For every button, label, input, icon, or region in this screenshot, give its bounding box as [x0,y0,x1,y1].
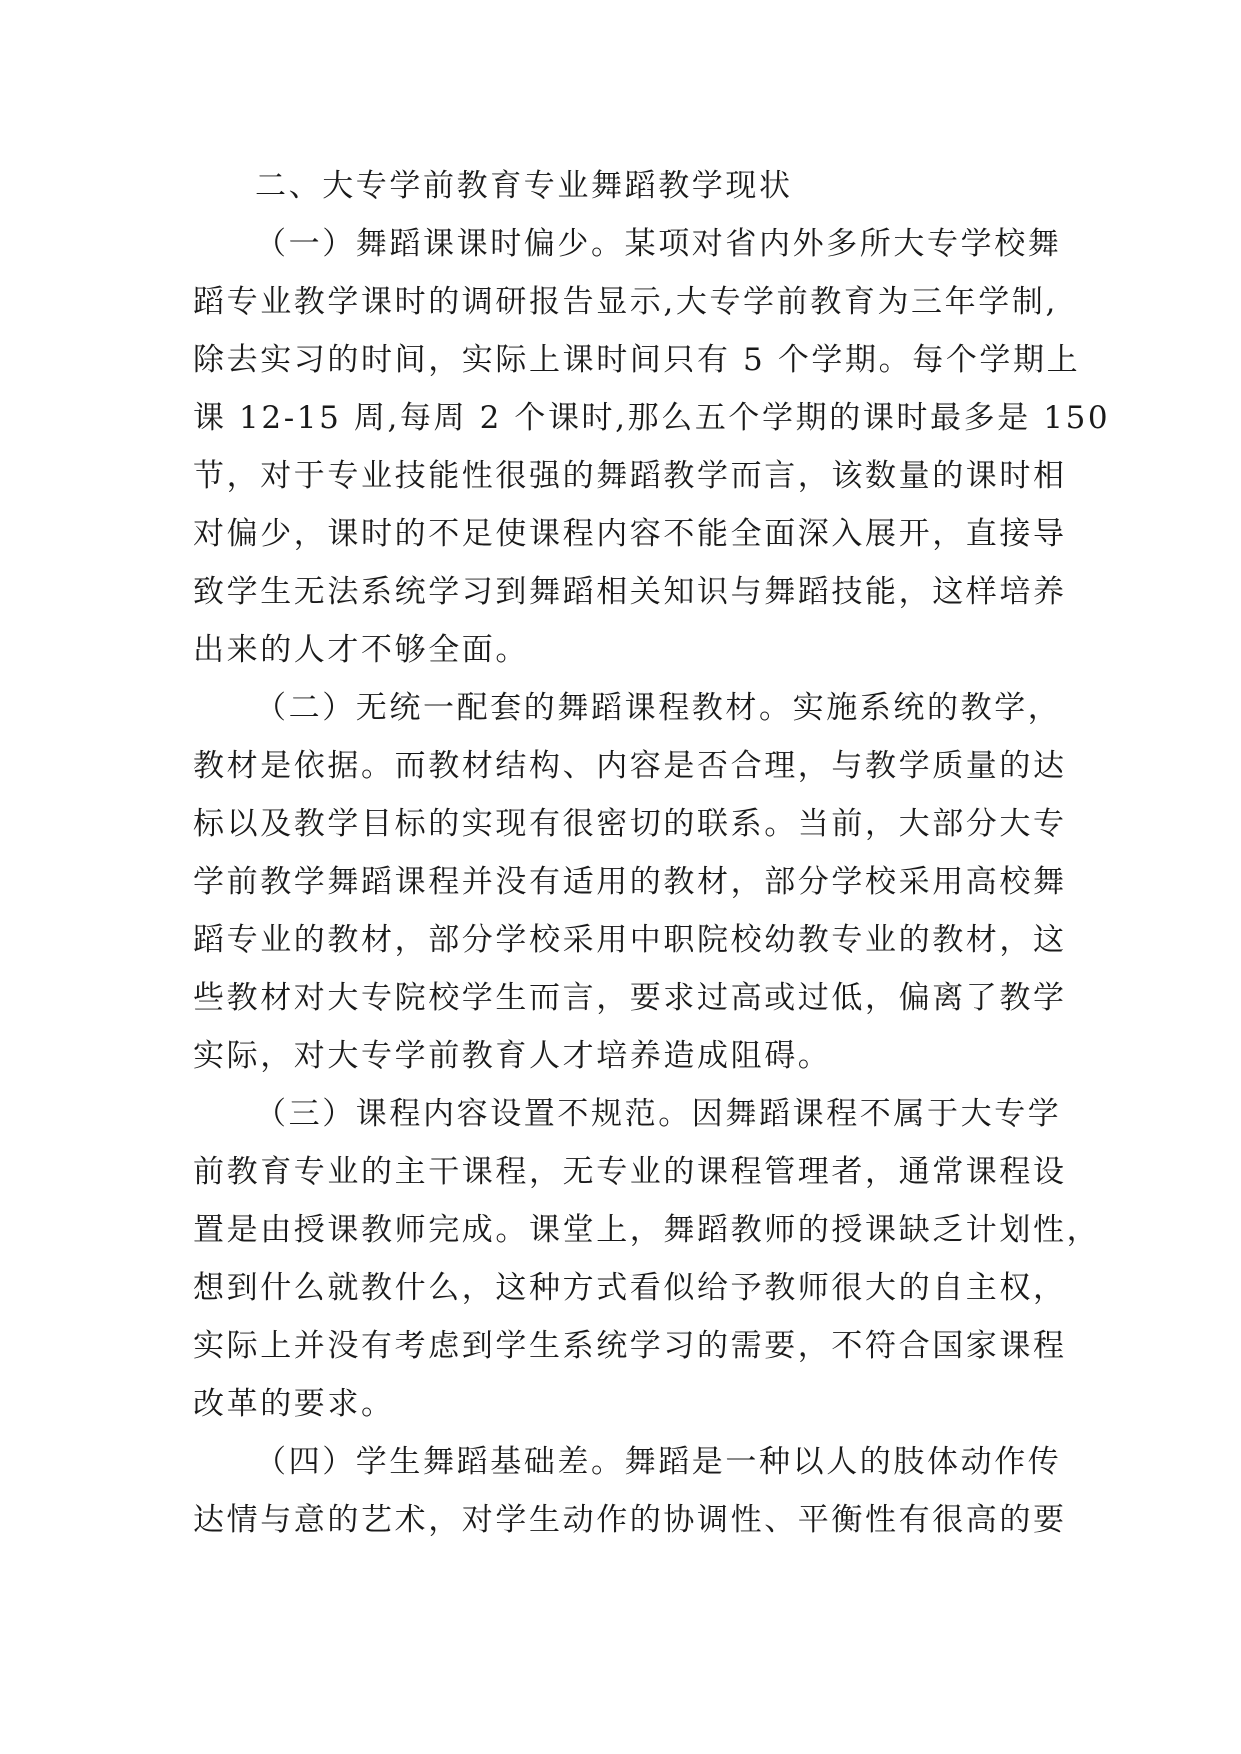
paragraph-1-line-1: （一）舞蹈课课时偏少。某项对省内外多所大专学校舞 [255,226,1062,262]
paragraph-3-line-6: 改革的要求。 [193,1386,395,1422]
section-heading: 二、大专学前教育专业舞蹈教学现状 [255,168,793,204]
paragraph-1-line-3: 除去实习的时间，实际上课时间只有 5 个学期。每个学期上 [193,342,1081,378]
paragraph-4-line-2: 达情与意的艺术，对学生动作的协调性、平衡性有很高的要 [193,1502,1067,1538]
paragraph-2-line-5: 蹈专业的教材，部分学校采用中职院校幼教专业的教材，这 [193,922,1067,958]
paragraph-1-line-2: 蹈专业教学课时的调研报告显示,大专学前教育为三年学制, [193,284,1058,320]
paragraph-3-line-4: 想到什么就教什么，这种方式看似给予教师很大的自主权， [193,1270,1067,1306]
paragraph-2-line-6: 些教材对大专院校学生而言，要求过高或过低，偏离了教学 [193,980,1067,1016]
paragraph-1-line-4: 课 12-15 周,每周 2 个课时,那么五个学期的课时最多是 150 [193,400,1111,436]
paragraph-1-line-6: 对偏少，课时的不足使课程内容不能全面深入展开，直接导 [193,516,1067,552]
paragraph-3-line-2: 前教育专业的主干课程，无专业的课程管理者，通常课程设 [193,1154,1067,1190]
paragraph-3-line-1: （三）课程内容设置不规范。因舞蹈课程不属于大专学 [255,1096,1062,1132]
paragraph-1-line-5: 节，对于专业技能性很强的舞蹈教学而言，该数量的课时相 [193,458,1067,494]
paragraph-1-line-7: 致学生无法系统学习到舞蹈相关知识与舞蹈技能，这样培养 [193,574,1067,610]
paragraph-2-line-3: 标以及教学目标的实现有很密切的联系。当前，大部分大专 [193,806,1067,842]
paragraph-2-line-4: 学前教学舞蹈课程并没有适用的教材，部分学校采用高校舞 [193,864,1067,900]
paragraph-4-line-1: （四）学生舞蹈基础差。舞蹈是一种以人的肢体动作传 [255,1444,1062,1480]
paragraph-1-line-8: 出来的人才不够全面。 [193,632,529,668]
paragraph-3-line-3: 置是由授课教师完成。课堂上，舞蹈教师的授课缺乏计划性， [193,1212,1101,1248]
paragraph-2-line-1: （二）无统一配套的舞蹈课程教材。实施系统的教学， [255,690,1062,726]
paragraph-2-line-2: 教材是依据。而教材结构、内容是否合理，与教学质量的达 [193,748,1067,784]
paragraph-3-line-5: 实际上并没有考虑到学生系统学习的需要，不符合国家课程 [193,1328,1067,1364]
paragraph-2-line-7: 实际，对大专学前教育人才培养造成阻碍。 [193,1038,832,1074]
